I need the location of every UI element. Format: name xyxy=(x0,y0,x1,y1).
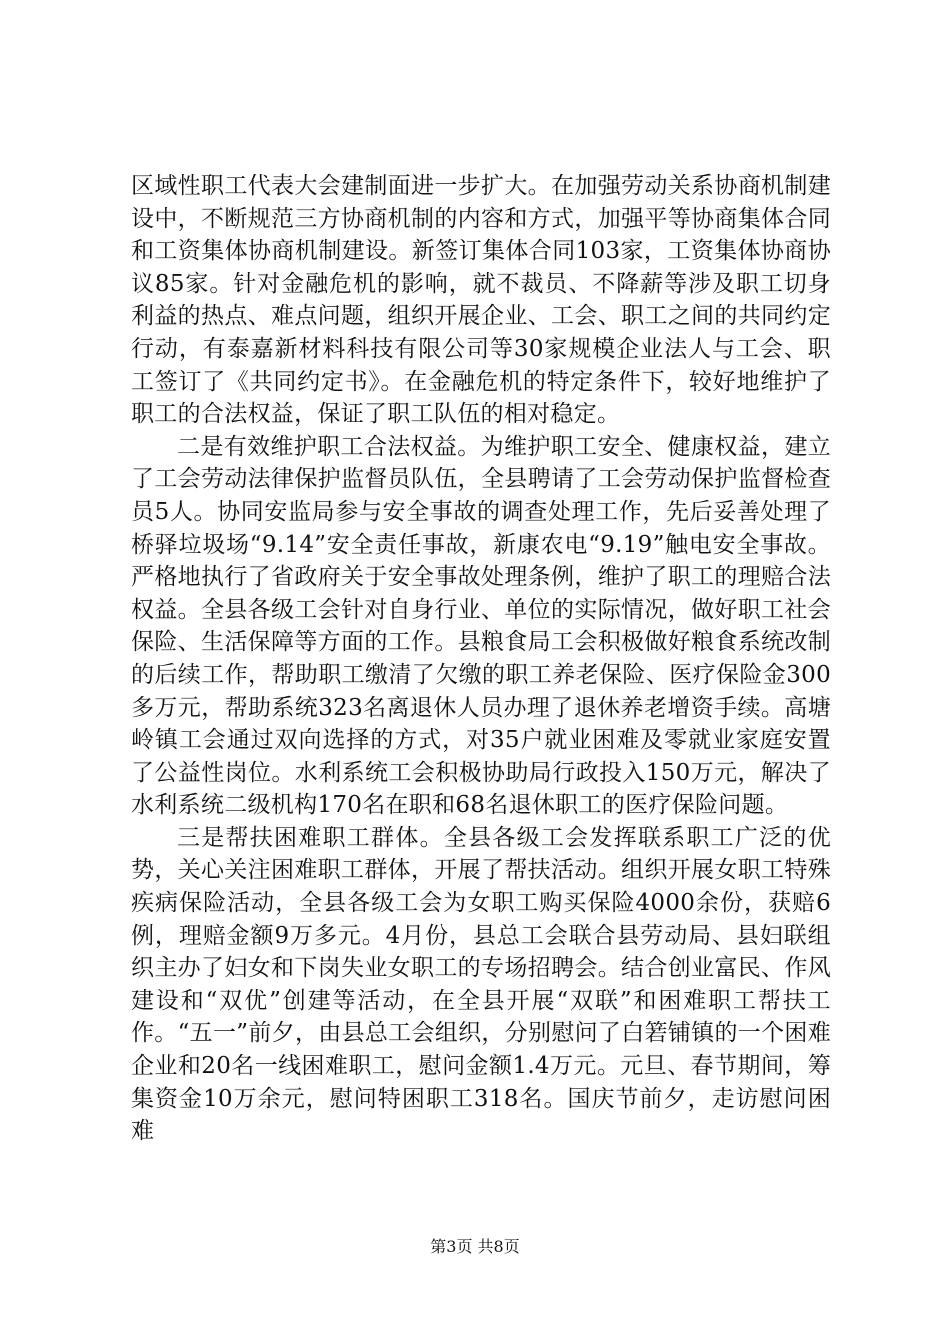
paragraph-assistance: 三是帮扶困难职工群体。全县各级工会发挥联系职工广泛的优势，关心关注困难职工群体，开展了帮扶活动。组织开展女职工特殊疾病保险活动，全县各级工会为女职工购买保险4000余份，获赔6例，理赔金额9万多元。4月份，县总工会联合县劳动局、县妇联组织主办了妇女和下岗失业女职工的专场招聘会。结合创业富民、作风建设和“双优”创建等活动，在全县开展“双联”和困难职工帮扶工作。“五一”前夕，由县总工会组织，分别慰问了白箬铺镇的一个困难企业和20名一线困难职工，慰问金额1.4万元。元旦、春节期间，筹集资金10万余元，慰问特困职工318名。国庆节前夕，走访慰问困难 xyxy=(131,824,831,1145)
page-footer: 第3页 共8页 xyxy=(430,1237,520,1256)
paragraph-rights-protection: 二是有效维护职工合法权益。为维护职工安全、健康权益，建立了工会劳动法律保护监督员队伍，全县聘请了工会劳动保护监督检查员5人。协同安监局参与安全事故的调查处理工作，先后妥善处理了桥驿垃圾场“9.14”安全责任事故，新康农电“9.19”触电安全事故。严格地执行了省政府关于安全事故处理条例，维护了职工的理赔合法权益。全县各级工会针对自身行业、单位的实际情况，做好职工社会保险、生活保障等方面的工作。县粮食局工会积极做好粮食系统改制的后续工作，帮助职工缴清了欠缴的职工养老保险、医疗保险金300多万元，帮助系统323名离退休人员办理了退休养老增资手续。高塘岭镇工会通过双向选择的方式，对35户就业困难及零就业家庭安置了公益性岗位。水利系统工会积极协助局行政投入150万元，解决了水利系统二级机构170名在职和68名退休职工的医疗保险问题。 xyxy=(131,433,831,819)
body-text xyxy=(131,170,831,1148)
paragraph-continuation: 区域性职工代表大会建制面进一步扩大。在加强劳动关系协商机制建设中，不断规范三方协商机制的内容和方式，加强平等协商集体合同和工资集体协商机制建设。新签订集体合同103家，工资集体协商协议85家。针对金融危机的影响，就不裁员、不降薪等涉及职工切身利益的热点、难点问题，组织开展企业、工会、职工之间的共同约定行动，有泰嘉新材料科技有限公司等30家规模企业法人与工会、职工签订了《共同约定书》。在金融危机的特定条件下，较好地维护了职工的合法权益，保证了职工队伍的相对稳定。 xyxy=(131,173,831,428)
